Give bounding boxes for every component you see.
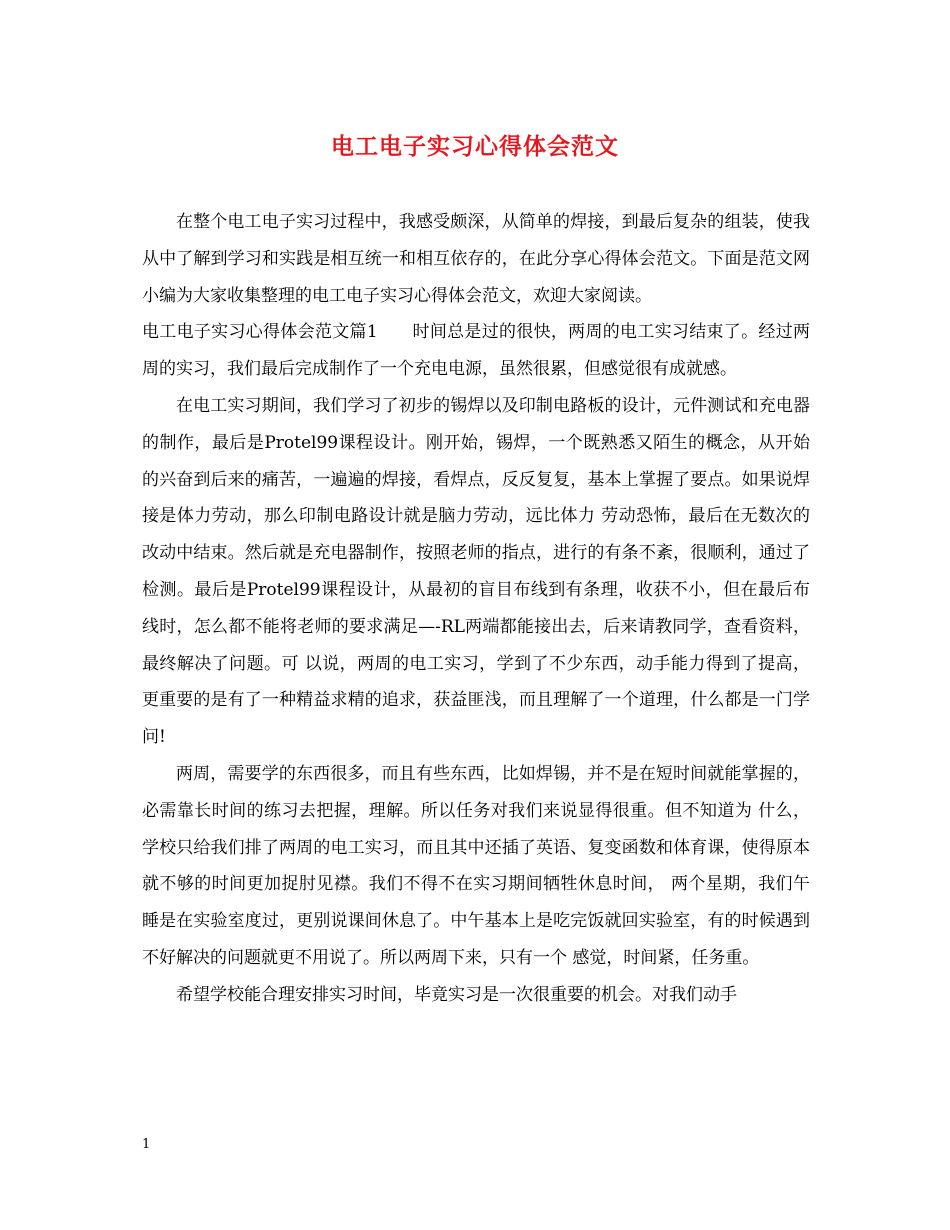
- document-title: 电工电子实习心得体会范文: [331, 134, 619, 160]
- paragraph-hope: 希望学校能合理安排实习时间，毕竟实习是一次很重要的机会。对我们动手: [176, 984, 737, 1005]
- paragraph-intro: 在整个电工电子实习过程中，我感受颇深，从简单的焊接，到最后复杂的组装，使我从中了解到学习和实践是相互统一和相互依存的，在此分享心得体会范文。下面是范文网小编为大家收集整理的电工电子实习心得体会范文，欢迎大家阅读。: [142, 212, 810, 306]
- paragraph-article-1-heading: 电工电子实习心得体会范文篇1 时间总是过的很快，两周的电工实习结束了。经过两周的实习，我们最后完成制作了一个充电电源，虽然很累，但感觉很有成就感。: [142, 322, 810, 380]
- page-number: 1: [142, 1137, 151, 1152]
- paragraph-time-pressure: 两周，需要学的东西很多，而且有些东西，比如焊锡，并不是在短时间就能掌握的，必需靠长时间的练习去把握，理解。所以任务对我们来说显得很重。但不知道为 什么，学校只给我们排了两周的电工实习，而且其中还插了英语、复变函数和体育课，使得原本就不够的时间更加捉肘见襟。我们不得不在实习期间牺牲休息时间， 两个星期，我们午睡是在实验室度过，更别说课间休息了。中午基本上是吃完饭就回实验室，有的时候遇到不好解决的问题就更不用说了。所以两周下来，只有一个 感觉，时间紧，任务重。: [142, 763, 810, 968]
- document-body: [142, 204, 810, 1014]
- paragraph-study-content: 在电工实习期间，我们学习了初步的锡焊以及印制电路板的设计，元件测试和充电器的制作，最后是Protel99课程设计。刚开始，锡焊，一个既熟悉又陌生的概念，从开始的兴奋到后来的痛苦，一遍遍的焊接，看焊点，反反复复，基本上掌握了要点。如果说焊接是体力劳动，那么印制电路设计就是脑力劳动，远比体力 劳动恐怖，最后在无数次的改动中结束。然后就是充电器制作，按照老师的指点，进行的有条不紊，很顺利，通过了检测。最后是Protel99课程设计，从最初的盲目布线到有条理，收获不小，但在最后布线时，怎么都不能将老师的要求满足—-RL两端都能接出去，后来请教同学，查看资料，最终解决了问题。可 以说，两周的电工实习，学到了不少东西，动手能力得到了提高，更重要的是有了一种精益求精的追求，获益匪浅，而且理解了一个道理，什么都是一门学问!: [142, 395, 810, 748]
